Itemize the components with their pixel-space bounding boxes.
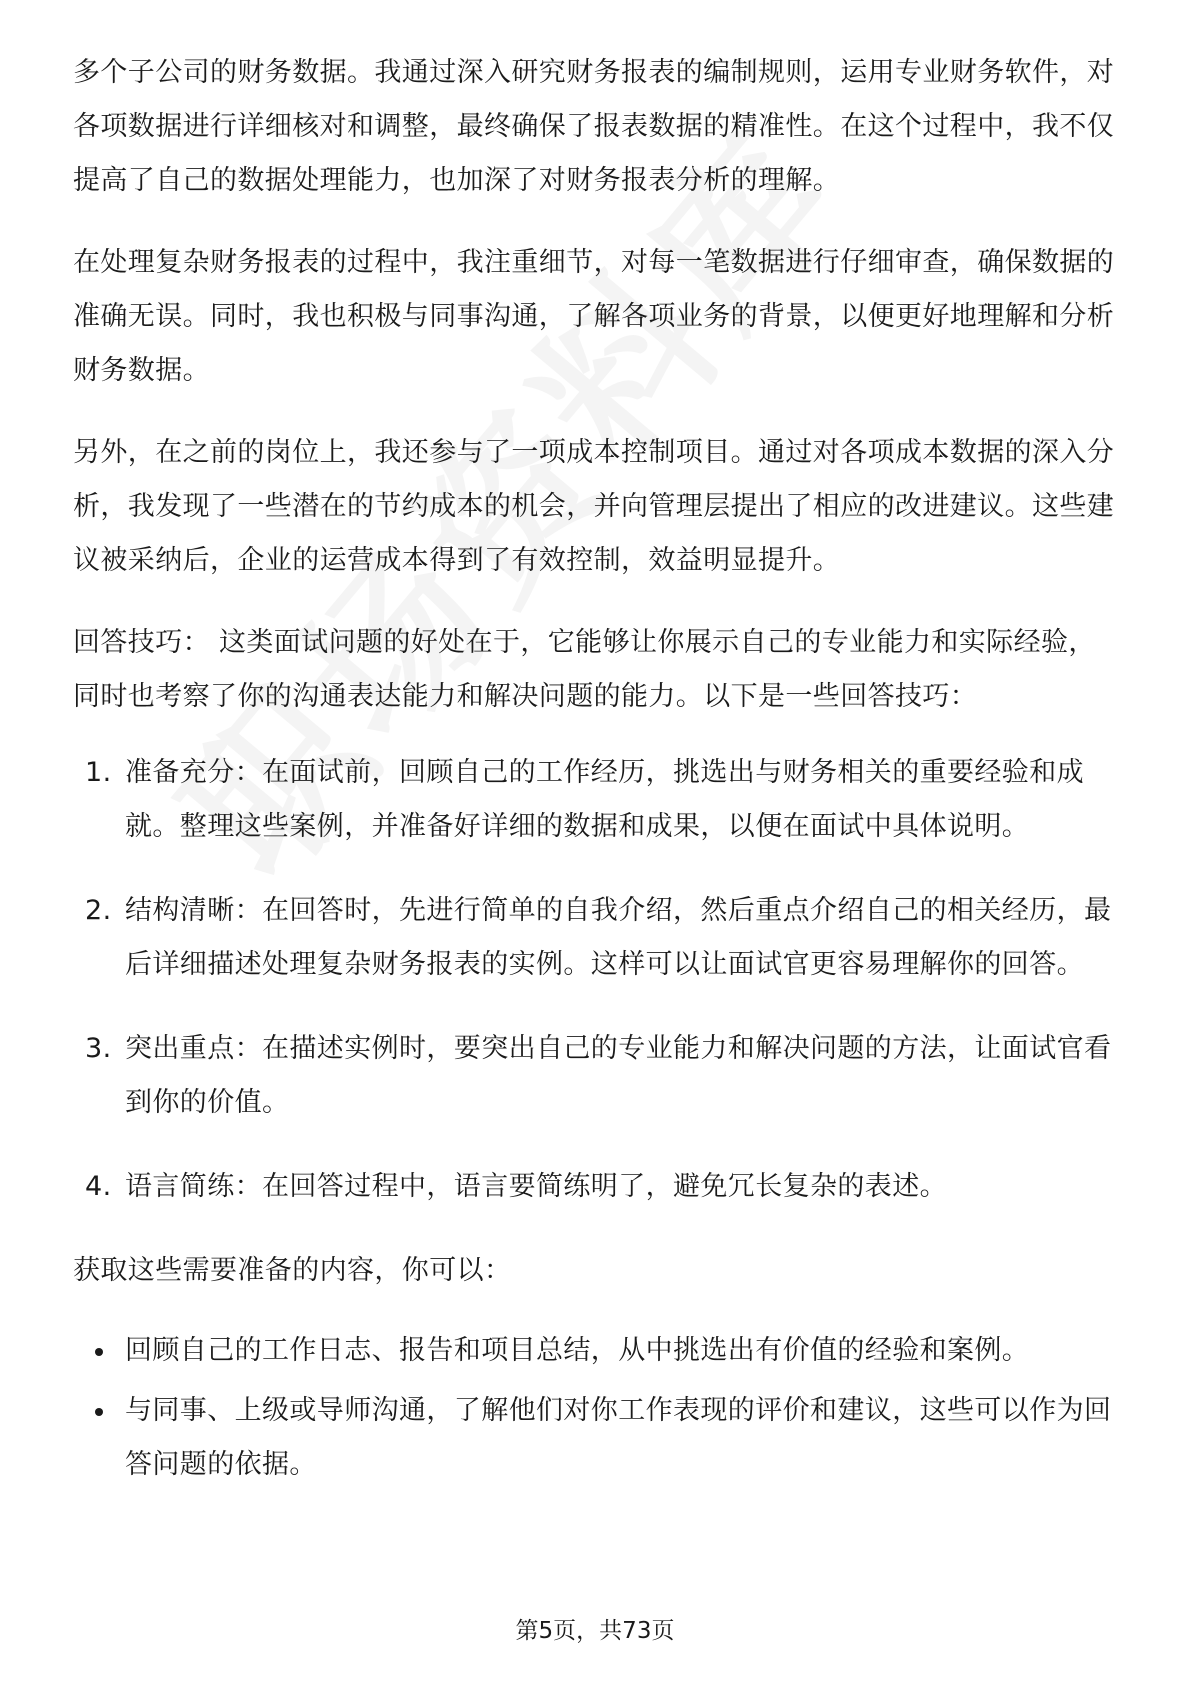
list-item-text: 突出重点：在描述实例时，要突出自己的专业能力和解决问题的方法，让面试官看到你的价值。 <box>125 1033 1112 1118</box>
list-item-text: 准备充分：在面试前，回顾自己的工作经历，挑选出与财务相关的重要经验和成就。整理这些案例，并准备好详细的数据和成果，以便在面试中具体说明。 <box>125 757 1084 842</box>
list-item-text: 语言简练：在回答过程中，语言要简练明了，避免冗长复杂的表述。 <box>125 1171 947 1202</box>
list-number: 1. <box>85 757 112 788</box>
list-item <box>73 1384 1123 1492</box>
list-item <box>73 1022 1123 1130</box>
list-item <box>73 884 1123 992</box>
preparation-intro: 获取这些需要准备的内容，你可以： <box>73 1255 512 1286</box>
list-item-text: 回顾自己的工作日志、报告和项目总结，从中挑选出有价值的经验和案例。 <box>125 1335 1030 1366</box>
list-item <box>73 1160 1123 1214</box>
list-number: 2. <box>85 895 112 926</box>
bullet-icon <box>95 1408 103 1416</box>
page-number-footer: 第5页，共73页 <box>515 1618 675 1644</box>
list-item <box>73 746 1123 854</box>
ways-list <box>73 1324 1123 1492</box>
bullet-icon <box>95 1348 103 1356</box>
tips-list <box>73 746 1123 1214</box>
list-item-text: 结构清晰：在回答时，先进行简单的自我介绍，然后重点介绍自己的相关经历，最后详细描述处理复杂财务报表的实例。这样可以让面试官更容易理解你的回答。 <box>125 895 1112 980</box>
paragraph-3: 另外，在之前的岗位上，我还参与了一项成本控制项目。通过对各项成本数据的深入分析，我发现了一些潜在的节约成本的机会，并向管理层提出了相应的改进建议。这些建议被采纳后，企业的运营成本得到了有效控制，效益明显提升。 <box>73 437 1115 576</box>
answer-tips-intro: 回答技巧： 这类面试问题的好处在于，它能够让你展示自己的专业能力和实际经验，同时也考察了你的沟通表达能力和解决问题的能力。以下是一些回答技巧： <box>73 627 1096 712</box>
paragraph-2: 在处理复杂财务报表的过程中，我注重细节，对每一笔数据进行仔细审查，确保数据的准确无误。同时，我也积极与同事沟通，了解各项业务的背景，以便更好地理解和分析财务数据。 <box>73 247 1115 386</box>
document-page <box>73 46 1123 1498</box>
paragraph-1: 多个子公司的财务数据。我通过深入研究财务报表的编制规则，运用专业财务软件，对各项数据进行详细核对和调整，最终确保了报表数据的精准性。在这个过程中，我不仅提高了自己的数据处理能力，也加深了对财务报表分析的理解。 <box>73 57 1115 196</box>
list-number: 4. <box>85 1171 112 1202</box>
list-item-text: 与同事、上级或导师沟通，了解他们对你工作表现的评价和建议，这些可以作为回答问题的依据。 <box>125 1395 1112 1480</box>
list-item <box>73 1324 1123 1378</box>
list-number: 3. <box>85 1033 112 1064</box>
